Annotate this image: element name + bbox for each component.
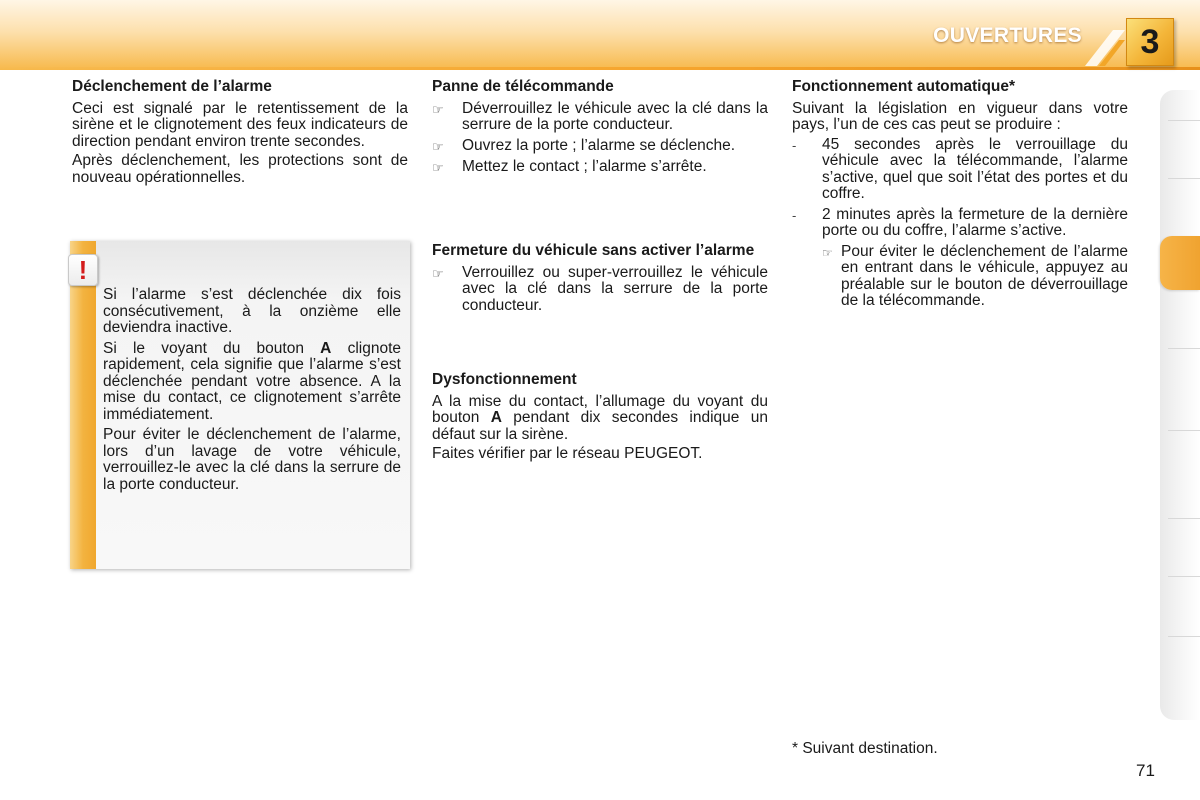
hand-pointer-icon: ☞ — [432, 265, 444, 281]
section-heading: Panne de télécommande — [432, 78, 614, 95]
warning-paragraph: Si l’alarme s’est déclenchée dix fois consécutivement, à la onzième elle deviendra inactive. — [103, 286, 401, 336]
column-alarm-trigger — [72, 79, 408, 189]
thumb-divider — [1168, 430, 1200, 431]
list-item: ☞ Verrouillez ou super-verrouillez le véhicule avec la clé dans la serrure de la porte conducteur. — [432, 263, 768, 314]
column-remote-failure — [432, 79, 768, 181]
section-title: OUVERTURES — [933, 24, 1082, 47]
column-lock-without-alarm — [432, 243, 768, 318]
chapter-thumb-tabs — [1160, 90, 1200, 720]
column-automatic-operation — [792, 79, 1128, 314]
warning-paragraph: Pour éviter le déclenchement de l’alarme, lors d’un lavage de votre véhicule, verrouillez-le avec la clé dans la serrure de la porte conducteur. — [103, 426, 401, 493]
warning-icon: ! — [68, 254, 98, 286]
hand-pointer-icon: ☞ — [432, 138, 444, 154]
list-item: ☞ Pour éviter le déclenchement de l’alarme en entrant dans le véhicule, appuyez au préalable sur le bouton de déverrouillage de la télécommande. — [822, 242, 1128, 309]
section-heading: Déclenchement de l’alarme — [72, 78, 272, 95]
list-item: ☞ Mettez le contact ; l’alarme s’arrête. — [432, 158, 707, 175]
warning-stripe — [70, 241, 96, 569]
section-heading: Fonctionnement automatique* — [792, 78, 1016, 95]
column-malfunction — [432, 372, 768, 466]
list-item: - 45 secondes après le verrouillage du véhicule avec la télécommande, l’alarme s’active, quel que soit l’état des portes et du coffre. — [792, 135, 1128, 202]
page-number: 71 — [1136, 761, 1155, 780]
chapter-badge: 3 — [1126, 18, 1174, 66]
title-decoration-icon — [1085, 26, 1125, 66]
footnote: * Suivant destination. — [792, 740, 938, 757]
list-item: ☞ Ouvrez la porte ; l’alarme se déclenche. — [432, 136, 736, 154]
paragraph: A la mise du contact, l’allumage du voyant du bouton A pendant dix secondes indique un défaut sur la sirène. — [432, 392, 768, 443]
thumb-divider — [1168, 348, 1200, 349]
thumb-divider — [1168, 518, 1200, 519]
list-item: ☞ Déverrouillez le véhicule avec la clé dans la serrure de la porte conducteur. — [432, 99, 768, 133]
list-item: - 2 minutes après la fermeture de la dernière porte ou du coffre, l’alarme s’active. — [792, 205, 1128, 239]
dash-marker: - — [792, 207, 797, 223]
paragraph: Ceci est signalé par le retentissement de la sirène et le clignotement des feux indicateurs de direction pendant environ trente secondes. — [72, 99, 408, 150]
thumb-divider — [1168, 178, 1200, 179]
active-chapter-tab — [1160, 236, 1200, 290]
thumb-divider — [1168, 120, 1200, 121]
hand-pointer-icon: ☞ — [432, 101, 444, 117]
section-heading: Dysfonctionnement — [432, 371, 577, 388]
paragraph: Faites vérifier par le réseau PEUGEOT. — [432, 445, 703, 462]
warning-text — [103, 287, 401, 497]
thumb-divider — [1168, 576, 1200, 577]
thumb-divider — [1168, 636, 1200, 637]
hand-pointer-icon: ☞ — [822, 245, 833, 260]
paragraph: Suivant la législation en vigueur dans votre pays, l’un de ces cas peut se produire : — [792, 99, 1128, 133]
paragraph: Après déclenchement, les protections sont de nouveau opérationnelles. — [72, 152, 408, 186]
warning-paragraph: Si le voyant du bouton A clignote rapidement, cela signifie que l’alarme s’est déclenchée pendant votre absence. A la mise du contact, ce clignotement s’arrête immédiatement. — [103, 339, 401, 423]
section-heading: Fermeture du véhicule sans activer l’alarme — [432, 242, 755, 259]
hand-pointer-icon: ☞ — [432, 160, 444, 175]
dash-marker: - — [792, 137, 797, 153]
